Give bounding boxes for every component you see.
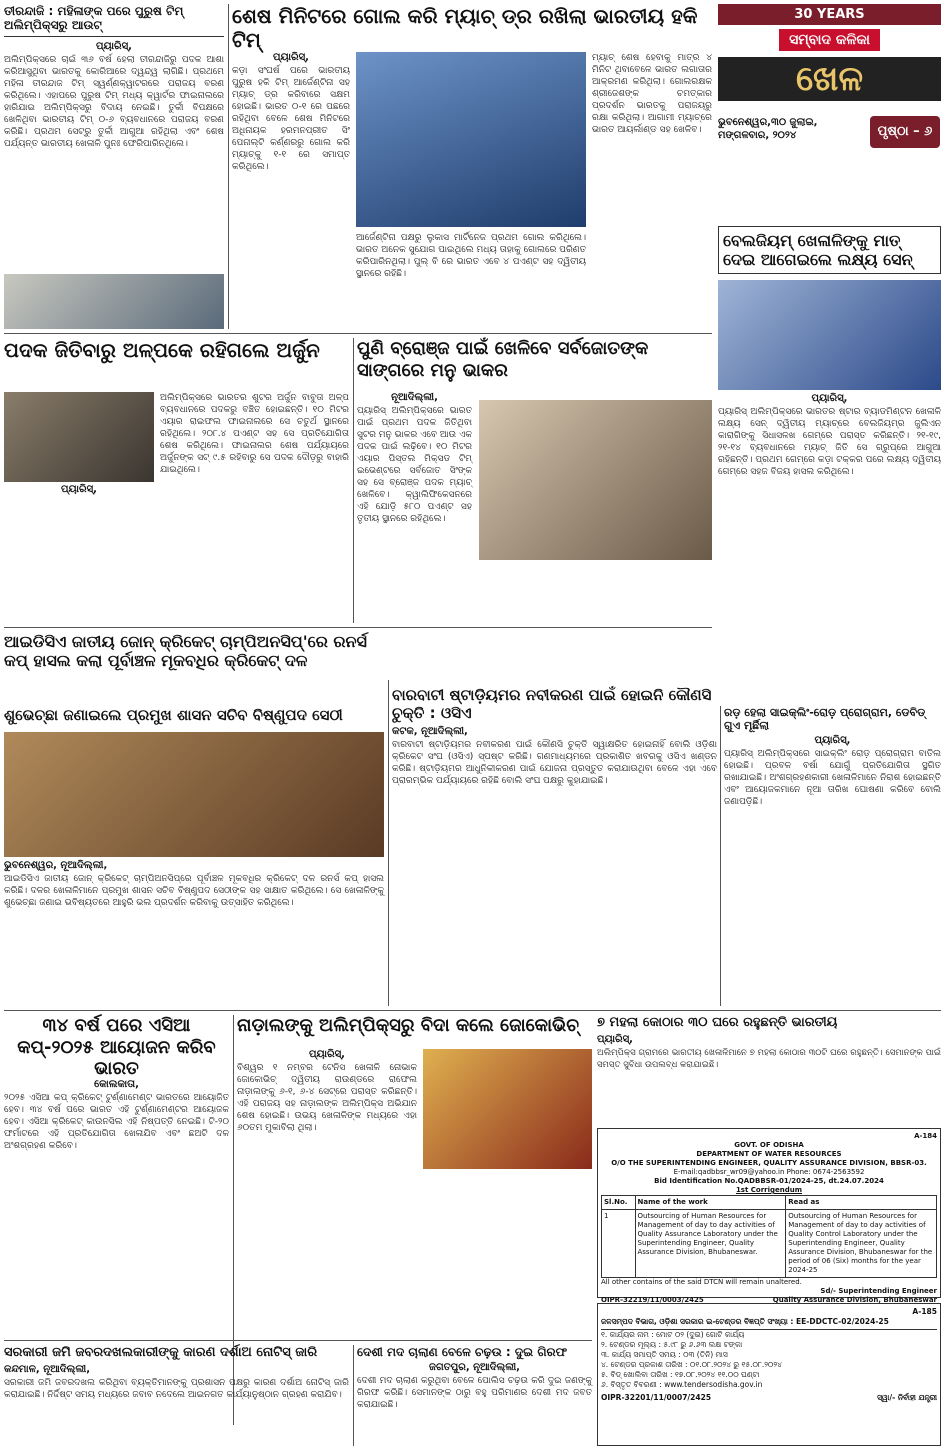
- ad-oipr: OIPR-32219/11/0003/2425: [601, 1296, 704, 1304]
- headline: ବେଲଜିୟମ୍ ଖେଳାଳିଙ୍କୁ ମାତ୍ ଦେଇ ଆଗେଇଲେ ଲକ୍ଷ୍ୟ ସେନ୍: [723, 231, 913, 270]
- ad-sign: Sd/- Superintending Engineer: [820, 1287, 937, 1295]
- ad-bid: Bid Identification No.QADBBSR-01/2024-25, dt.24.07.2024: [654, 1177, 884, 1185]
- ad-corrigendum: 1st Corrigendum: [735, 1186, 803, 1194]
- cricket-headline: [4, 632, 444, 682]
- article-hockey: [232, 4, 712, 329]
- headline: ସରକାରୀ ଜମି ଜବରଦଖଲକାରୀଙ୍କୁ କାରଣ ଦର୍ଶାଅ ନୋଟିସ୍ ଜାରି: [4, 1345, 318, 1360]
- col-sl: Sl.No.: [602, 1196, 636, 1210]
- article-body: ବିଶ୍ୱର ୧ ନମ୍ବର ଟେନିସ ଖେଳାଳି ନୋଭାକ ଜୋକୋଭିଚ୍ ଦ୍ୱିତୀୟ ରାଉଣ୍ଡରେ ରାଫେଲ ନାଡ଼ାଲଙ୍କୁ ୬-୧, ୬-୪ ସେଟ୍‌ରେ ପରାସ୍ତ କରିଛନ୍ତି। ଏହି ପରାଜୟ ସହ ନାଡ଼ାଲଙ୍କ ଅଲିମ୍ପିକ୍ସ ଅଭିଯାନ ଶେଷ ହୋଇଛି। ଉଭୟ ଖେଳାଳିଙ୍କ ମଧ୍ୟରେ ଏହା ୬୦ତମ ମୁକାବିଲା ଥିଲା।: [237, 1063, 417, 1133]
- article-body: ପ୍ୟାରିସ୍ ଅଲିମ୍ପିକ୍ସରେ ସାଇକ୍ଲିଂ ରୋଡ଼ ପ୍ରୋଗ୍ରାମ ବାତିଲ ହୋଇଛି। ପ୍ରବଳ ବର୍ଷା ଯୋଗୁଁ ପ୍ରତିଯୋଗିତା ସ୍ଥଗିତ ରଖାଯାଇଛି। ଅଂଶଗ୍ରହଣକାରୀ ଖେଳାଳିମାନେ ନିରାଶ ହୋଇଛନ୍ତି ଏବଂ ଆୟୋଜକମାନେ ନୂଆ ତାରିଖ ଘୋଷଣା କରିବେ ବୋଲି ଜଣାପଡ଼ିଛି।: [724, 749, 941, 808]
- article-arjun: [4, 338, 349, 623]
- djokovic-nadal-photo: [423, 1049, 592, 1169]
- cell-sl: 1: [602, 1210, 636, 1278]
- corrigendum-table: [601, 1195, 937, 1278]
- dateline: ପ୍ୟାରିସ୍,: [814, 735, 851, 747]
- anniversary-banner: 30 YEARS: [718, 4, 941, 25]
- ad-office: O/O THE SUPERINTENDING ENGINEER, QUALITY ASSURANCE DIVISION, BBSR-03.: [611, 1159, 927, 1167]
- dateline: ପ୍ୟାରିସ୍,: [309, 1049, 345, 1060]
- col-read: Read as: [786, 1196, 937, 1210]
- dateline: କଟକ, ନୂଆଦିଲ୍ଲୀ,: [392, 726, 468, 737]
- dateline: ନୂଆଦିଲ୍ଲୀ,: [391, 392, 438, 403]
- dateline: ପ୍ୟାରିସ୍,: [811, 393, 848, 405]
- dateline: କନ୍ଦମାଳ, ନୂଆଦିଲ୍ଲୀ,: [4, 1363, 91, 1375]
- masthead: [718, 4, 941, 164]
- lakshya-photo: [718, 280, 941, 390]
- article-body: ଆଇଡିସିଏ ଜାତୀୟ ଜୋନ୍ କ୍ରିକେଟ୍ ଚାମ୍ପିଅନସିପ୍‌ରେ ପୂର୍ବାଞ୍ଚଳ ମୂକବଧିର କ୍ରିକେଟ୍ ଦଳ ରନର୍ସ କପ୍ ହାସଲ କରିଛି। ଦଳର ଖେଳାଳିମାନେ ପ୍ରମୁଖ ଶାସନ ସଚିବ ବିଷ୍ଣୁପଦ ସେଠୀଙ୍କ ସହ ସାକ୍ଷାତ କରିଥିଲେ। ସେ ଖେଳାଳିଙ୍କୁ ଶୁଭେଚ୍ଛା ଜଣାଇ ଭବିଷ୍ୟତରେ ଆହୁରି ଭଲ ପ୍ରଦର୍ଶନ କରିବାକୁ ଉତ୍ସାହିତ କରିଥିଲେ।: [4, 874, 384, 908]
- cricket-team-photo: [4, 732, 384, 857]
- article-cricket: [4, 706, 384, 1006]
- dateline: ପ୍ୟାରିସ୍,: [597, 1033, 633, 1045]
- article-body: ଅଲିମ୍ପିକ୍ସରେ ଚାଇଁ ୩୬ ବର୍ଷ ହେଲା ତୀରନ୍ଦାଜିରୁ ପଦକ ଆଶା କରିଆସୁଥିବା ଭାରତକୁ କୋରିଆରେ ଦ୍ୱନ୍ଦ୍ୱ ଲାଗିଛି। ପ୍ରଥମେ ମହିଳା ତୀରନ୍ଦାଜ ଟିମ୍ ସ୍ୱର୍ଣ୍ଣକ୍ୱାଟରରେ ପରାଜୟ ବରଣ କରିଥିଲେ। ଏହାପରେ ପୁରୁଷ ଟିମ୍ ମଧ୍ୟ କ୍ୱାର୍ଟର ଫାଇନାଲରେ ହାରିଯାଇ ଅଲିମ୍ପିକ୍ସରୁ ବିଦାୟ ନେଇଛି। ତୁର୍କୀ ବିପକ୍ଷରେ ଖେଳିଥିବା ଭାରତୀୟ ଟିମ୍ ୦-୬ ବ୍ୟବଧାନରେ ପରାଜୟ ବରଣ କରିଛି। ପ୍ରଥମ ସେଟ୍‌ରୁ ତୁର୍କୀ ଆଗୁଆ ରହିଥିଲା ଏବଂ ଶେଷ ପର୍ଯ୍ୟନ୍ତ ଭାରତୀୟ ଖେଳାଳି ପୁନଃ ଫେରିପାରିନଥିଲେ।: [4, 54, 224, 149]
- article-body: ପ୍ୟାରିସ୍ ଅଲିମ୍ପିକ୍ସରେ ଭାରତର ଷ୍ଟାର ବ୍ୟାଡମିଣ୍ଟନ ଖେଳାଳି ଲକ୍ଷ୍ୟ ସେନ୍ ଦ୍ୱିତୀୟ ମ୍ୟାଚ୍‌ରେ ବେଲଜିୟମ୍‌ର ଜୁଲିଏନ କାରାଗିଙ୍କୁ ସିଧାସଳଖ ଗେମ୍‌ରେ ପରାସ୍ତ କରିଛନ୍ତି। ୨୧-୧୯, ୨୧-୧୪ ବ୍ୟବଧାନରେ ମ୍ୟାଚ୍ ଜିତି ସେ ଗ୍ରୁପ୍‌ରେ ଆଗୁଆ ରହିଛନ୍ତି। ପ୍ରଥମ ଗେମ୍‌ରେ କଡ଼ା ଟକ୍କର ପରେ ଲକ୍ଷ୍ୟ ଦ୍ୱିତୀୟ ଗେମ୍‌ରେ ସହଜ ବିଜୟ ହାସଲ କରିଥିଲେ।: [718, 407, 941, 478]
- ad-ee-tender: [597, 1303, 941, 1446]
- subhead: ଶୁଭେଚ୍ଛା ଜଣାଇଲେ ପ୍ରମୁଖ ଶାସନ ସଚିବ ବିଷ୍ଣୁପଦ ସେଠୀ: [4, 706, 343, 724]
- dateline: ଭୁବନେଶ୍ୱର,୩୦ ଜୁଲାଇ,: [718, 117, 818, 128]
- dateline: ପ୍ୟାରିସ୍,: [61, 484, 97, 495]
- ad-sign-office: Quality Assurance Division, Bhubaneswar: [772, 1296, 937, 1304]
- article-barabati: [392, 686, 717, 1006]
- paper-logo: ସମ୍ବାଦ କଳିକା: [779, 29, 880, 51]
- article-body: ପ୍ୟାରିସ୍ ଅଲିମ୍ପିକ୍ସରେ ଭାରତ ପାଇଁ ପ୍ରଥମ ପଦକ ଜିତିଥିବା ସୁଟର ମନୁ ଭାକର ଏବେ ଆଉ ଏକ ପଦକ ପାଇଁ ଲଢ଼ିବେ। ୧୦ ମିଟର ଏୟାର ପିସ୍ତଲ ମିକ୍ସଡ ଟିମ୍ ଇଭେଣ୍ଟରେ ସର୍ବଜୋତ ସିଂଙ୍କ ସହ ସେ ବ୍ରୋଞ୍ଜ ପଦକ ମ୍ୟାଚ୍ ଖେଳିବେ। କ୍ୱାଲିଫିକେସନରେ ଏହି ଯୋଡ଼ି ୫୮୦ ପଏଣ୍ଟ ସହ ତୃତୀୟ ସ୍ଥାନରେ ରହିଥିଲେ।: [357, 406, 472, 524]
- article-body: ଅଲିମ୍ପିକ୍ସରେ ଭାରତର ଶୁଟର ଅର୍ଜୁନ ବାବୁତା ଅଳ୍ପ ବ୍ୟବଧାନରେ ପଦକରୁ ବଞ୍ଚିତ ହୋଇଛନ୍ତି। ୧୦ ମିଟର ଏୟାର ରାଇଫଲ ଫାଇନାଲରେ ସେ ଚତୁର୍ଥ ସ୍ଥାନରେ ରହିଥିଲେ। ୨୦୮.୪ ପଏଣ୍ଟ ସହ ସେ ପ୍ରତିଯୋଗିତା ଶେଷ କରିଥିଲେ। ଫାଇନାଲର ଶେଷ ପର୍ଯ୍ୟାୟରେ ଅର୍ଜୁନଙ୍କ ସଟ୍ ୯.୫ ରହିବାରୁ ସେ ପଦକ ଦୌଡ଼ରୁ ବାହାରି ଯାଇଥିଲେ।: [160, 393, 349, 475]
- table-row: [602, 1210, 937, 1278]
- cell-read: Outsourcing of Human Resources for Management of day to day activities of Quality Control Laboratory under the Superintending Engineer, Quality Assurance Division, Bhubaneswar for the period of 06 (Six) months for the year 2024-25: [786, 1210, 937, 1278]
- ad-contact: E-mail:qadbbsr_wr09@yahoo.in Phone: 0674-2563592: [673, 1168, 865, 1176]
- headline: ରଡ଼ ହେଲା ସାଇକ୍ଲିଂ-ରୋଡ଼ ପ୍ରୋଗ୍ରାମ, ଡେବିଡ୍ ଗୁଏ ମୂର୍ଛିଲା: [724, 706, 926, 733]
- ad-ref: A-184: [914, 1132, 937, 1140]
- article-archery: [4, 4, 224, 329]
- dateline: ଜଗତପୁର, ନୂଆଦିଲ୍ଲୀ,: [429, 1362, 520, 1374]
- ad-line-2: ୨. ଟେଣ୍ଡର ମୂଲ୍ୟ : ୫.୯୮ ରୁ ୬.୬୩ ଲକ୍ଷ ଟଙ୍କା: [601, 1340, 743, 1349]
- section-title: ଖେଳ: [718, 57, 941, 101]
- article-body: ସରକାରୀ ଜମି ଜବରଦଖଲ କରିଥିବା ବ୍ୟକ୍ତିମାନଙ୍କୁ ପ୍ରଶାସନ ପକ୍ଷରୁ କାରଣ ଦର୍ଶାଅ ନୋଟିସ୍ ଜାରି କରାଯାଇଛି। ନିର୍ଦ୍ଦିଷ୍ଟ ସମୟ ମଧ୍ୟରେ ଜବାବ ନଦେଲେ ଆଇନଗତ କାର୍ଯ୍ୟାନୁଷ୍ଠାନ ଗ୍ରହଣ କରାଯିବ।: [4, 1377, 349, 1400]
- weekday: ମଙ୍ଗଳବାର, ୨୦୨୪: [718, 130, 797, 141]
- ad-line-4: ୪. ଟେଣ୍ଡର ପ୍ରକାଶ ତାରିଖ : ୦୧.୦୮.୨୦୨୪ ରୁ ୧୫.୦୮.୨୦୨୪: [601, 1360, 782, 1369]
- page-number-badge: ପୃଷ୍ଠା – ୬: [870, 116, 940, 148]
- ad-water-resources: [597, 1128, 941, 1304]
- ad-line-3: ୩. କାର୍ଯ୍ୟ ସମାପ୍ତି ସମୟ : ୦୩ (ତିନି) ମାସ: [601, 1350, 728, 1359]
- arjun-photo: [4, 392, 154, 482]
- ad-title: ଜଳସମ୍ପଦ ବିଭାଗ, ଓଡ଼ିଶା ସରକାର ଇ-ଟେଣ୍ଡର ବିଜ୍ଞପ୍ତି ସଂଖ୍ୟା : EE-DDCTC-02/2024-25: [601, 1317, 937, 1330]
- article-lakshya: [718, 226, 941, 706]
- article-cycling: [724, 706, 941, 1006]
- ad-ref: A-185: [912, 1307, 937, 1316]
- article-col-1: କଡ଼ା ସଂଘର୍ଷ ପରେ ଭାରତୀୟ ପୁରୁଷ ହକି ଟିମ୍ ଆର୍ଜେଣ୍ଟିନା ସହ ମ୍ୟାଚ୍ ଡ୍ର କରିବାରେ ସକ୍ଷମ ହୋଇଛି। ଭାରତ ୦-୧ ରେ ପଛରେ ରହିଥିବା ବେଳେ ଶେଷ ମିନିଟରେ ଅଧିନାୟକ ହରମନପ୍ରୀତ ସିଂ ପେନାଲ୍ଟି କର୍ଣ୍ଣରରୁ ଗୋଲ କରି ମ୍ୟାଚ୍‌କୁ ୧-୧ ରେ ସମାପ୍ତ କରିଥିଲେ।: [232, 66, 350, 172]
- ad-line-6: ୬. ବିସ୍ତୃତ ବିବରଣୀ : www.tendersodisha.gov.in: [601, 1380, 763, 1389]
- ad-line-5: ୫. ବିଡ୍ ଖୋଲିବା ତାରିଖ : ୧୭.୦୮.୨୦୨୪ ୧୧.୦୦ ଘଣ୍ଟା: [601, 1370, 760, 1379]
- dateline: ଭୁବନେଶ୍ୱର, ନୂଆଦିଲ୍ଲୀ,: [4, 860, 108, 871]
- article-notice: [4, 1345, 349, 1446]
- article-col-3: ମ୍ୟାଚ୍ ଶେଷ ହେବାକୁ ମାତ୍ର ୪ ମିନିଟ ଥିବାବେଳେ ଭାରତ ଲଗାତାର ଆକ୍ରମଣ କରିଥିଲା। ଗୋଲରକ୍ଷକ ଶ୍ରୀଜେଶଙ୍କ ଚମତ୍କାର ପ୍ରଦର୍ଶନ ଭାରତକୁ ପରାଜୟରୁ ରକ୍ଷା କରିଥିଲା। ଆଗାମୀ ମ୍ୟାଚ୍‌ରେ ଭାରତ ଆୟର୍ଲାଣ୍ଡ ସହ ଖେଳିବ।: [592, 53, 712, 135]
- article-liquor: [357, 1345, 592, 1446]
- headline-line-1: ଆଇଡିସିଏ ଜାତୀୟ ଜୋନ୍ କ୍ରିକେଟ୍ ଚାମ୍ପିଅନସିପ୍'ରେ ରନର୍ସ: [4, 632, 367, 651]
- headline: ଦେଶୀ ମଦ ଚାଲାଣ ବେଳେ ଚଢ଼ଉ : ଦୁଇ ଗିରଫ: [357, 1345, 568, 1359]
- ad-dept: DEPARTMENT OF WATER RESOURCES: [696, 1150, 842, 1158]
- cell-name: Outsourcing of Human Resources for Management of day to day activities of Quality Assurance Laboratory under the Superintending Engineer, Quality Assurance Division, Bhubaneswar.: [635, 1210, 786, 1278]
- manu-photo: [479, 400, 712, 560]
- headline: ପଦକ ଜିତିବାରୁ ଅଳ୍ପକେ ରହିଗଲେ ଅର୍ଜୁନ: [4, 338, 320, 362]
- article-body: ବାରବାଟୀ ଷ୍ଟାଡ଼ିୟମର ନବୀକରଣ ପାଇଁ କୌଣସି ଚୁକ୍ତି ସ୍ୱାକ୍ଷରିତ ହୋଇନାହିଁ ବୋଲି ଓଡ଼ିଶା କ୍ରିକେଟ ସଂଘ (ଓସିଏ) ସ୍ପଷ୍ଟ କରିଛି। ଗଣମାଧ୍ୟମରେ ପ୍ରକାଶିତ ଖବରକୁ ଓସିଏ ଖଣ୍ଡନ କରିଛି। ଷ୍ଟାଡ଼ିୟମର ଆଧୁନିକୀକରଣ ପାଇଁ ଯୋଜନା ପ୍ରସ୍ତୁତ କରାଯାଉଥିବା ବେଳେ ଏହା ଏବେ ପ୍ରାରମ୍ଭିକ ପର୍ଯ୍ୟାୟରେ ରହିଛି ବୋଲି ସଂଘ ପକ୍ଷରୁ କୁହାଯାଇଛି।: [392, 740, 717, 786]
- article-djokovic: [237, 1015, 592, 1340]
- headline: ନାଡ଼ାଲଙ୍କୁ ଅଲିମ୍ପିକ୍ସରୁ ବିଦା କଲେ ଜୋକୋଭିଚ୍: [237, 1015, 580, 1036]
- article-body: ୨୦୨୫ ଏସିଆ କପ୍ କ୍ରିକେଟ୍ ଟୁର୍ଣ୍ଣାମେଣ୍ଟ ଭାରତରେ ଆୟୋଜିତ ହେବ। ୩୪ ବର୍ଷ ପରେ ଭାରତ ଏହି ଟୁର୍ଣ୍ଣାମେଣ୍ଟର ଆୟୋଜକ ହେବ। ଏସିଆ କ୍ରିକେଟ୍ କାଉନସିଲ ଏହି ନିଷ୍ପତ୍ତି ନେଇଛି। ଟି-୨୦ ଫର୍ମାଟରେ ଏହି ପ୍ରତିଯୋଗିତା ଖେଳାଯିବ ଏବଂ ଛଅଟି ଦଳ ଅଂଶଗ୍ରହଣ କରିବେ।: [4, 1093, 229, 1151]
- dateline: ପ୍ୟାରିସ୍,: [96, 40, 132, 52]
- article-body: ଅଲିମ୍ପିକ୍ସ ଗ୍ରାମରେ ଭାରତୀୟ ଖେଳାଳିମାନେ ୭ ମହଲା କୋଠାର ୩୦ଟି ଘରେ ରହୁଛନ୍ତି। ସେମାନଙ୍କ ପାଇଁ ସମସ୍ତ ସୁବିଧା ଉପଲବ୍ଧ କରାଯାଇଛି।: [597, 1047, 941, 1070]
- headline: ବାରବାଟୀ ଷ୍ଟାଡ଼ିୟମର ନବୀକରଣ ପାଇଁ ହୋଇନି କୌଣସି ଚୁକ୍ତି : ଓସିଏ: [392, 686, 712, 722]
- ad-sign: ସ୍ୱା/- ନିର୍ବାହୀ ଯନ୍ତ୍ରୀ: [877, 1393, 937, 1402]
- headline: ୩୪ ବର୍ଷ ପରେ ଏସିଆ କପ୍-୨୦୨୫ ଆୟୋଜନ କରିବ ଭାରତ: [17, 1015, 216, 1080]
- headline: ଶେଷ ମିନିଟରେ ଗୋଲ କରି ମ୍ୟାଚ୍ ଡ୍ର ରଖିଲା ଭାରତୀୟ ହକି ଟିମ୍: [232, 4, 698, 52]
- article-body: ଦେଶୀ ମଦ ଚାଲାଣ କରୁଥିବା ବେଳେ ପୋଲିସ ଚଢ଼ଉ କରି ଦୁଇ ଜଣଙ୍କୁ ଗିରଫ କରିଛି। ସେମାନଙ୍କ ଠାରୁ ବହୁ ପରିମାଣର ଦେଶୀ ମଦ ଜବତ କରାଯାଇଛି।: [357, 1376, 592, 1411]
- headline-line-2: କପ୍ ହାସଲ କଲା ପୂର୍ବାଞ୍ଚଳ ମୂକବଧିର କ୍ରିକେଟ୍ ଦଳ: [4, 651, 308, 671]
- hockey-photo: [356, 52, 586, 227]
- dateline: କୋଲକାତା,: [94, 1079, 139, 1090]
- article-residence: [597, 1015, 941, 1125]
- col-name: Name of the work: [635, 1196, 786, 1210]
- article-manu: [357, 338, 712, 623]
- ad-line-1: ୧. କାର୍ଯ୍ୟର ନାମ : ମୋଟ ୦୨ (ଦୁଇ) ଗୋଟି କାର୍ଯ୍ୟ: [601, 1330, 745, 1339]
- dateline: ପ୍ୟାରିସ୍,: [273, 52, 309, 63]
- ad-oipr: OIPR-32201/11/0007/2425: [601, 1393, 712, 1402]
- headline: ତୀରନ୍ଦାଜି : ମହିଳାଙ୍କ ପରେ ପୁରୁଷ ଟିମ୍ ଅଲିମ୍ପିକ୍ସରୁ ଆଉଟ୍: [4, 4, 224, 37]
- archery-photo: [4, 274, 224, 329]
- headline: ୭ ମହଲା କୋଠାର ୩୦ ଘରେ ରହୁଛନ୍ତି ଭାରତୀୟ: [597, 1015, 838, 1030]
- article-col-2: ଆର୍ଜେଣ୍ଟିନା ପକ୍ଷରୁ ଲୁକାସ ମାର୍ଟିନେଜ ପ୍ରଥମ ଗୋଲ କରିଥିଲେ। ଭାରତ ଅନେକ ସୁଯୋଗ ପାଇଥିଲେ ମଧ୍ୟ ତାହାକୁ ଗୋଲରେ ପରିଣତ କରିପାରିନଥିଲା। ପୁଲ୍ ବି ରେ ଭାରତ ଏବେ ୪ ପଏଣ୍ଟ ସହ ଦ୍ୱିତୀୟ ସ୍ଥାନରେ ରହିଛି।: [356, 233, 586, 279]
- ad-govt: GOVT. OF ODISHA: [734, 1141, 804, 1149]
- ad-note: All other contains of the said DTCN will remain unaltered.: [601, 1278, 802, 1286]
- headline: ପୁଣି ବ୍ରୋଞ୍ଜ ପାଇଁ ଖେଳିବେ ସର୍ବଜୋତଙ୍କ ସାଙ୍ଗରେ ମନୁ ଭାକର: [357, 338, 649, 381]
